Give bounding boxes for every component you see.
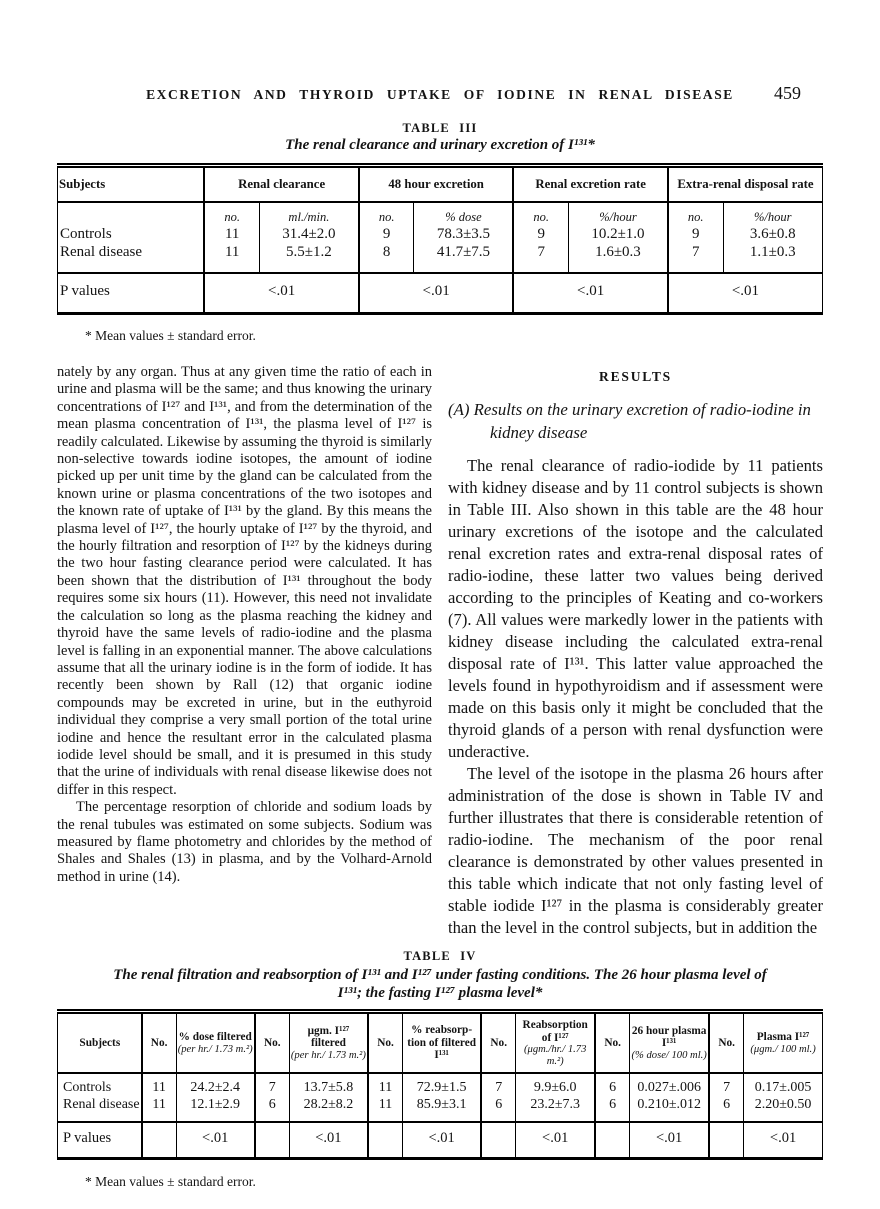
table-iii-label: TABLE III [402, 121, 478, 135]
table-iii-footnote: * Mean values ± standard error. [85, 328, 256, 343]
data-cell: 7 [481, 1073, 515, 1096]
empty-cell [142, 1122, 176, 1159]
p-value-cell: <.01 [513, 273, 668, 314]
column-header-no: No. [595, 1012, 629, 1074]
header-subtext: (per hr./ 1.73 m.²) [177, 1043, 253, 1055]
empty-cell [368, 1122, 402, 1159]
left-column [57, 364, 432, 939]
row-label: P values [58, 1122, 142, 1159]
column-header-26-hour-plasma-i131 [630, 1012, 710, 1074]
data-cell: 28.2±8.2 [289, 1096, 368, 1122]
column-header-no: No. [142, 1012, 176, 1074]
unit-header-ml-min: ml./min. [259, 202, 358, 225]
table-iv-caption: The renal filtration and reabsorption of I¹³¹ and I¹²⁷ under fasting conditions. The 26 hour plasma level of I¹³¹; the fasting I¹²⁷ plasma level* [113, 967, 767, 1001]
unit-header-no: no. [668, 202, 723, 225]
unit-header-pct-hour: %/hour [723, 202, 823, 225]
empty-cell [255, 1122, 289, 1159]
row-label: P values [58, 273, 205, 314]
data-cell: 78.3±3.5 [414, 225, 513, 243]
paragraph: The renal clearance of radio-iodide by 11 patients with kidney disease and by 11 control subjects is shown in Table III. Also shown in this table are the 48 hour urinary excretions of the isotope and the calculated renal excretion rates and extra-renal disposal rates of radio-iodine, these latter two values being derived according to the principles of Keating and co-workers (7). All values were markedly lower in the patients with kidney disease including the calculated extra-renal disposal rate of I¹³¹. This latter value approached the levels found in hypothyroidism and if assessment were made on this basis only it might be concluded that the thyroid glands of a person with renal dysfunction were underactive. [448, 456, 823, 761]
data-cell: 6 [481, 1096, 515, 1122]
data-cell: 41.7±7.5 [414, 243, 513, 273]
row-label: Renal disease [63, 1097, 140, 1112]
data-cell: 72.9±1.5 [402, 1073, 481, 1096]
unit-header-pct-dose: % dose [414, 202, 513, 225]
data-cell: 85.9±3.1 [402, 1096, 481, 1122]
right-column [448, 364, 823, 939]
header-subtext: (μgm./ 100 ml.) [750, 1043, 816, 1055]
data-cell: 7 [255, 1073, 289, 1096]
column-header-reabsorption-i127 [516, 1012, 596, 1074]
data-cell: 9.9±6.0 [516, 1073, 596, 1096]
column-header-pct-dose-filtered [176, 1012, 255, 1074]
table-iii-row-controls [58, 225, 823, 243]
data-cell: 13.7±5.8 [289, 1073, 368, 1096]
empty-cell [595, 1122, 629, 1159]
data-cell: 10.2±1.0 [568, 225, 667, 243]
table-iv-label: TABLE IV [403, 949, 477, 963]
column-header-pct-reabsorption [402, 1012, 481, 1074]
empty-cell [481, 1122, 515, 1159]
data-cell: 8 [359, 243, 414, 273]
empty-cell [58, 202, 205, 225]
header-label: Reabsorption of I¹²⁷ [522, 1019, 588, 1044]
table-iv-row-controls [58, 1073, 823, 1096]
results-heading: RESULTS [599, 369, 672, 384]
data-cell: 0.027±.006 [630, 1073, 710, 1096]
paragraph: The level of the isotope in the plasma 26 hours after administration of the dose is shown in Table IV and further illustrates that there is considerable retention of radio-iodine. The mechanism of the poor renal clearance is demonstrated by other values presented in this table which indicate that not only fasting level of stable iodide I¹²⁷ in the plasma is considerably greater than the level in the control subjects, but in addition the [448, 764, 823, 937]
header-label: μgm. I¹²⁷ filtered [307, 1024, 350, 1050]
p-value-cell: <.01 [402, 1122, 481, 1159]
table-iv-footnote: * Mean values ± standard error. [85, 1174, 256, 1189]
column-header-renal-excretion-rate: Renal excretion rate [513, 166, 668, 203]
data-cell: 11 [142, 1096, 176, 1122]
paragraph: The percentage resorption of chloride and sodium loads by the renal tubules was estimated on some subjects. Sodium was measured by flame photometry and chlorides by the method of Shales and Shales (13) in plasma, and by the Volhard-Arnold method in urine (14). [57, 799, 432, 885]
row-label: Controls [63, 1080, 112, 1095]
data-cell: 11 [142, 1073, 176, 1096]
column-header-no: No. [368, 1012, 402, 1074]
p-value-cell: <.01 [744, 1122, 823, 1159]
data-cell: 11 [368, 1096, 402, 1122]
data-cell: 6 [255, 1096, 289, 1122]
table-iii-header-row [58, 166, 823, 203]
p-value-cell: <.01 [176, 1122, 255, 1159]
header-subtext: (per hr./ 1.73 m.²) [290, 1049, 366, 1061]
running-head [57, 83, 823, 106]
column-header-plasma-i127 [744, 1012, 823, 1074]
page-number: 459 [774, 83, 801, 103]
p-value-cell: <.01 [204, 273, 359, 314]
p-value-cell: <.01 [289, 1122, 368, 1159]
header-label: 26 hour plasma I¹³¹ [631, 1024, 707, 1050]
header-subtext: (μgm./hr./ 1.73 m.²) [523, 1044, 587, 1067]
table-iv-header-row [58, 1012, 823, 1074]
header-label: Plasma I¹²⁷ [756, 1031, 810, 1043]
data-cell: 5.5±1.2 [259, 243, 358, 273]
table-iv [57, 1009, 823, 1160]
column-header-no: No. [481, 1012, 515, 1074]
column-header-extra-renal-disposal-rate: Extra-renal disposal rate [668, 166, 823, 203]
data-cell: 1.1±0.3 [723, 243, 823, 273]
section-subheading: (A) Results on the urinary excretion of radio-iodine in kidney disease [448, 400, 811, 442]
table-iv-row-renal-disease [58, 1096, 823, 1122]
column-header-subjects: Subjects [58, 1012, 142, 1074]
data-cell: 9 [668, 225, 723, 243]
data-cell: 1.6±0.3 [568, 243, 667, 273]
unit-header-pct-hour: %/hour [568, 202, 667, 225]
p-value-cell: <.01 [668, 273, 823, 314]
data-cell: 6 [595, 1073, 629, 1096]
data-cell: 6 [709, 1096, 743, 1122]
row-label: Controls [60, 226, 112, 242]
table-iii [57, 163, 823, 315]
unit-header-no: no. [204, 202, 259, 225]
data-cell: 2.20±0.50 [744, 1096, 823, 1122]
table-iii-row-renal-disease [58, 243, 823, 273]
data-cell: 9 [359, 225, 414, 243]
header-label: % dose filtered [178, 1031, 252, 1043]
empty-cell [709, 1122, 743, 1159]
p-value-cell: <.01 [359, 273, 514, 314]
data-cell: 6 [595, 1096, 629, 1122]
header-subtext: (% dose/ 100 ml.) [631, 1049, 707, 1061]
p-value-cell: <.01 [516, 1122, 596, 1159]
column-header-renal-clearance: Renal clearance [204, 166, 359, 203]
p-value-cell: <.01 [630, 1122, 710, 1159]
column-header-48-hour-excretion: 48 hour excretion [359, 166, 514, 203]
data-cell: 3.6±0.8 [723, 225, 823, 243]
data-cell: 7 [668, 243, 723, 273]
data-cell: 23.2±7.3 [516, 1096, 596, 1122]
data-cell: 24.2±2.4 [176, 1073, 255, 1096]
row-label: Renal disease [60, 244, 143, 260]
column-header-no: No. [255, 1012, 289, 1074]
column-header-no: No. [709, 1012, 743, 1074]
table-iv-p-values-row [58, 1122, 823, 1159]
data-cell: 31.4±2.0 [259, 225, 358, 243]
data-cell: 0.17±.005 [744, 1073, 823, 1096]
header-label: % reabsorption of filtered I¹³¹ [407, 1024, 477, 1062]
column-header-subjects: Subjects [58, 166, 205, 203]
table-iii-caption: The renal clearance and urinary excretion of I¹³¹* [285, 137, 595, 153]
data-cell: 11 [204, 225, 259, 243]
body-text [57, 364, 823, 939]
data-cell: 7 [709, 1073, 743, 1096]
data-cell: 12.1±2.9 [176, 1096, 255, 1122]
column-header-ugm-i127-filtered [289, 1012, 368, 1074]
unit-header-no: no. [513, 202, 568, 225]
table-iii-units-row [58, 202, 823, 225]
table-iii-p-values-row [58, 273, 823, 314]
data-cell: 9 [513, 225, 568, 243]
data-cell: 7 [513, 243, 568, 273]
data-cell: 0.210±.012 [630, 1096, 710, 1122]
paragraph: nately by any organ. Thus at any given time the ratio of each in urine and plasma will be the same; and thus knowing the urinary concentrations of I¹²⁷ and I¹³¹, and from the determination of the mean plasma concentration of I¹³¹, the plasma level of I¹²⁷ is readily calculated. Likewise by assuming the thyroid is similarly non-selective towards iodine isotopes, the amount of iodine picked up per unit time by the gland can be calculated from the known urine or plasma concentrations of the two isotopes and the known rate of uptake of I¹³¹ by the gland. By this means the plasma level of I¹²⁷, the hourly uptake of I¹²⁷ by the thyroid, and the hourly filtration and resorption of I¹²⁷ by the kidneys during the two hour fasting clearance period were calculated. It has been shown that the distribution of I¹³¹ throughout the body requires some six hours (11). However, this need not invalidate the calculation so long as the plasma reaching the kidney and thyroid have the same levels of radio-iodine and the plasma level is falling in an exponential manner. The above calculations assume that all the urinary iodine is in the form of iodide. It has recently been shown by Rall (12) that organic iodine compounds may be excreted in urine, but in the euthyroid individual they comprise a very small portion of the total urine iodine and hence the resultant error in the calculated plasma iodide level should be small, and it is presumed in this study that the urine of individuals with renal disease likewise does not differ in this respect. [57, 364, 432, 798]
data-cell: 11 [204, 243, 259, 273]
running-head-title: EXCRETION AND THYROID UPTAKE OF IODINE IN RENAL DISEASE [146, 87, 734, 102]
unit-header-no: no. [359, 202, 414, 225]
data-cell: 11 [368, 1073, 402, 1096]
